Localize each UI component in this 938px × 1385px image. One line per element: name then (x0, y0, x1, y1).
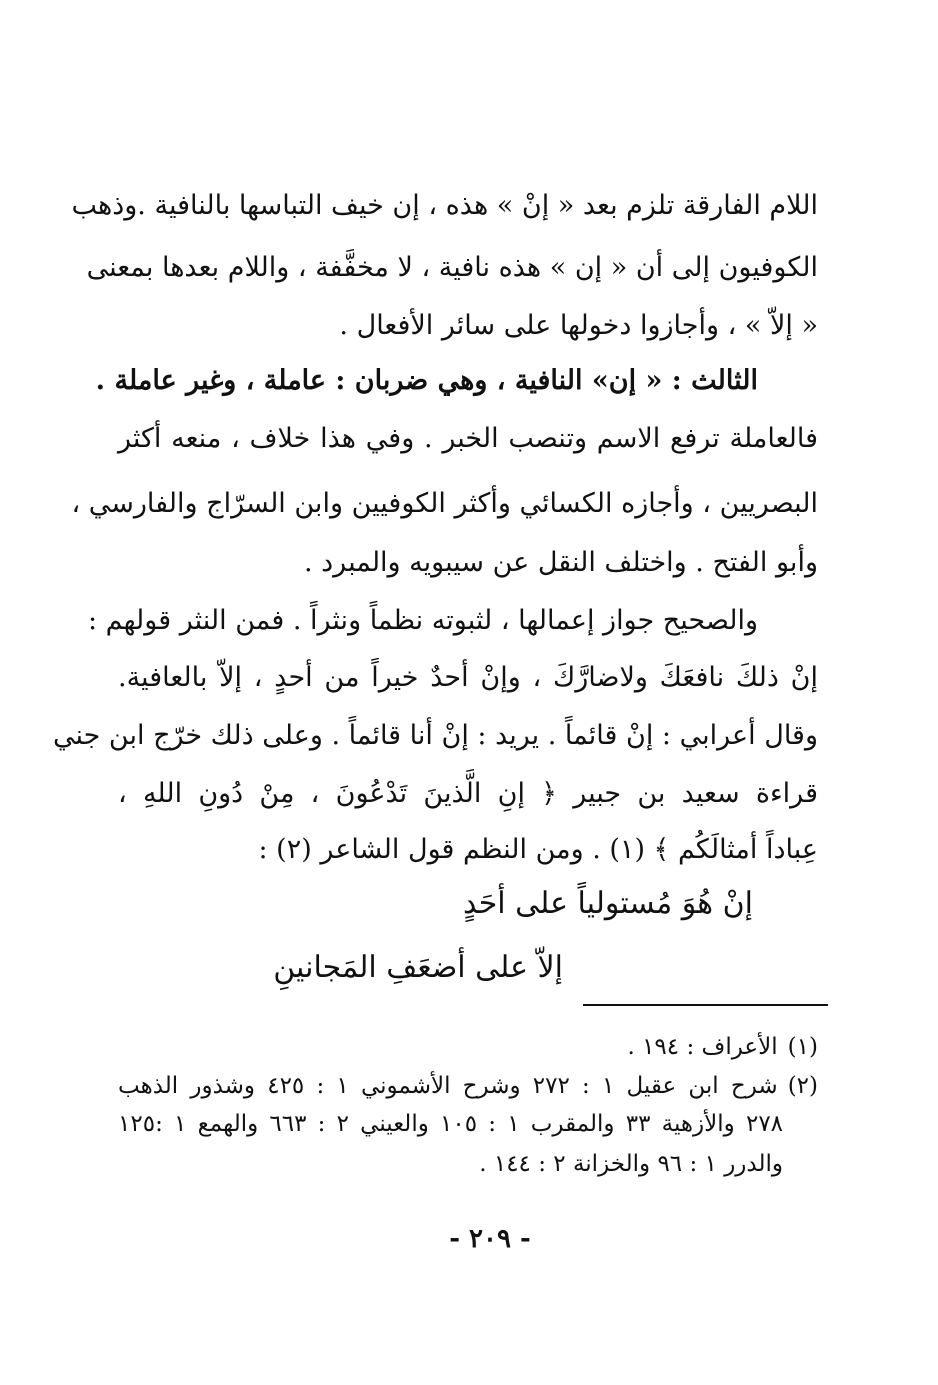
footnote-separator (583, 1004, 828, 1006)
footnote-2-continued-line-1: ٢٧٨ والأزهية ٣٣ والمقرب ١ : ١٠٥ والعيني ٢ : ٦٦٣ والهمع ١ :١٢٥ (118, 1111, 784, 1137)
footnote-1-text: الأعراف : ١٩٤ . (627, 1034, 778, 1060)
footnote-2-text: شرح ابن عقيل ١ : ٢٧٢ وشرح الأشموني ١ : ٤٢٥ وشذور الذهب (118, 1073, 778, 1099)
body-line-8: والصحيح جواز إعمالها ، لثبوته نظماً ونثراً . فمن النثر قولهم : (87, 605, 758, 636)
body-line-12: عِباداً أمثالَكُم ﴾ (١) . ومن النظم قول الشاعر (٢) : (258, 834, 818, 865)
body-line-5: فالعاملة ترفع الاسم وتنصب الخبر . وفي هذا خلاف ، منعه أكثر (118, 423, 818, 454)
body-line-11: قراءة سعيد بن جبير ﴿ إنِ الَّذينَ تَدْعُونَ ، مِنْ دُونِ اللهِ ، (118, 778, 818, 809)
body-line-10: وقال أعرابي : إنْ قائماً . يريد : إنْ أنا قائماً . وعلى ذلك خرّج ابن جني (53, 720, 818, 751)
footnote-2-number: (٢) (787, 1073, 819, 1099)
footnote-2 (118, 1069, 818, 1103)
footnote-2-continued-line-2: والدرر ١ : ٩٦ والخزانة ٢ : ١٤٤ . (479, 1151, 783, 1177)
section-heading-third: الثالث : « إن» النافية ، وهي ضربان : عاملة ، وغير عاملة . (95, 365, 758, 396)
page-number: - ٢٠٩ - (449, 1224, 531, 1254)
verse-line-1: إنْ هُوَ مُستولياً على أحَدٍ (462, 886, 753, 921)
body-line-2: الكوفيون إلى أن « إن » هذه نافية ، لا مخفَّفة ، واللام بعدها بمعنى (86, 252, 818, 283)
body-line-7: وأبو الفتح . واختلف النقل عن سيبويه والمبرد . (303, 547, 818, 578)
body-line-3: « إلاّ » ، وأجازوا دخولها على سائر الأفعال . (339, 310, 818, 341)
footnote-1-number: (١) (787, 1034, 818, 1060)
footnote-1 (118, 1030, 818, 1064)
verse-line-2: إلاّ على أضعَفِ المَجانينِ (273, 950, 563, 985)
body-line-1: اللام الفارقة تلزم بعد « إنْ » هذه ، إن خيف التباسها بالنافية .وذهب (71, 190, 818, 221)
body-line-6: البصريين ، وأجازه الكسائي وأكثر الكوفيين وابن السرّاج والفارسي ، (71, 488, 818, 519)
body-line-9: إنْ ذلكَ نافعَكَ ولاضارَّكَ ، وإنْ أحدٌ خيراً من أحدٍ ، إلاّ بالعافية. (118, 662, 818, 693)
